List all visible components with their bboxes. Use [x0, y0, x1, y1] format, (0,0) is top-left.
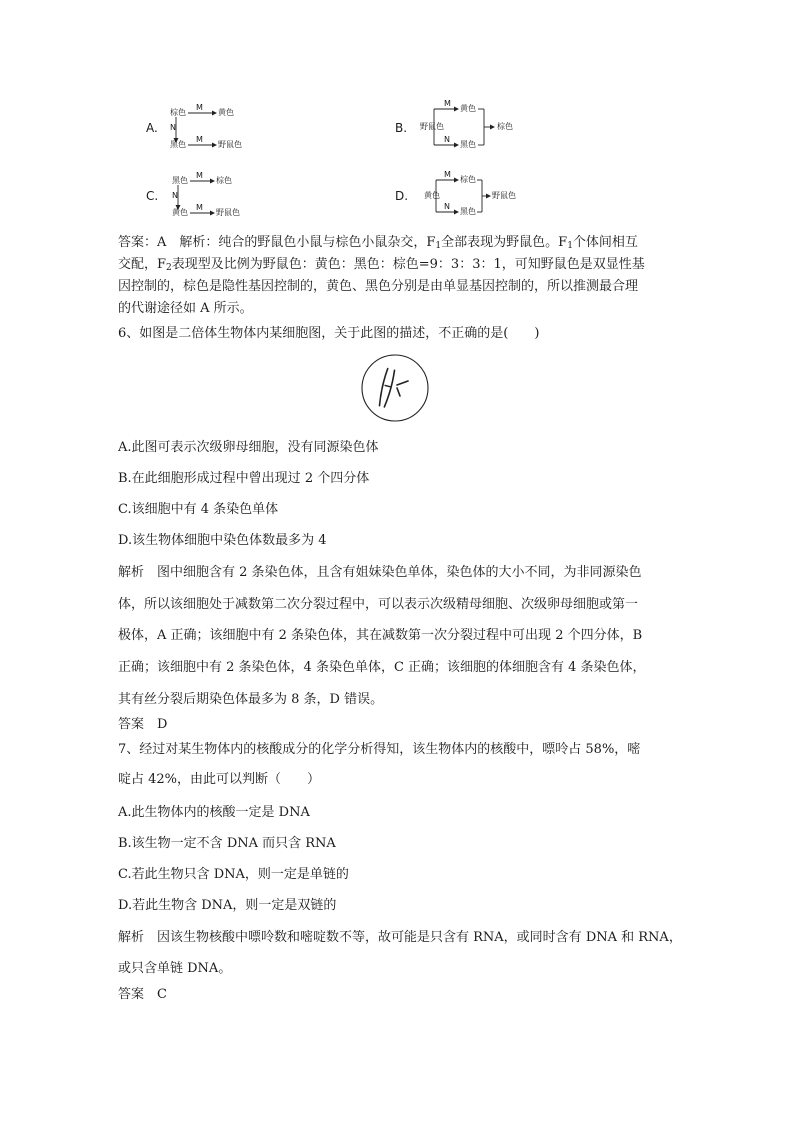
diagram-c-brown: 棕色 [216, 176, 232, 185]
diagram-c-wild: 野鼠色 [216, 208, 240, 217]
diagram-d-yellow: 黄色 [424, 191, 440, 200]
small-chromosome [397, 381, 408, 396]
diagram-b-yellow: 黄色 [460, 104, 476, 113]
diagram-c-gene-m-top: M [196, 171, 203, 180]
cell-diagram [360, 352, 432, 424]
subscript-1: 1 [435, 241, 442, 251]
option-d-letter: D. [395, 189, 409, 203]
q5-answer-line-1 [118, 236, 638, 251]
q5-answer-line-4: 的代谢途径如 A 所示。 [118, 301, 253, 316]
diagram-a-brown: 棕色 [170, 108, 186, 117]
diagram-d-gene-n: N [444, 202, 450, 211]
diagram-a-gene-m-bottom: M [196, 135, 203, 144]
q6-analysis-line-3: 极体，A 正确；该细胞中有 2 条染色体，其在减数第一次分裂过程中可出现 2 个四分体，B [118, 628, 643, 643]
q5-answer-line-3: 因控制的，棕色是隐性基因控制的，黄色、黑色分别是由单显基因控制的，所以推测最合理 [118, 279, 639, 294]
q5-answer-text-1a: 答案：A 解析：纯合的野鼠色小鼠与棕色小鼠杂交，F [118, 235, 436, 250]
diagram-b-gene-m: M [444, 99, 451, 108]
diagram-b-gene-n: N [444, 135, 450, 144]
q5-answer-text-1c: 个体间相互 [572, 235, 638, 250]
q7-analysis-line-2: 或只含单链 DNA。 [118, 961, 232, 976]
q7-option-c: C.若此生物只含 DNA，则一定是单链的 [118, 867, 349, 882]
q6-option-b: B.在此细胞形成过程中曾出现过 2 个四分体 [118, 471, 370, 486]
option-a-letter: A. [146, 121, 158, 135]
q6-option-d: D.该生物体细胞中染色体数最多为 4 [118, 533, 327, 548]
q5-answer-text-2b: 表现型及比例为野鼠色：黄色：黑色：棕色=9：3：3：1，可知野鼠色是双显性基 [171, 257, 645, 272]
diagram-b-brown: 棕色 [497, 122, 513, 131]
diagram-option-c [172, 172, 252, 218]
diagram-d-gene-m: M [444, 170, 451, 179]
diagram-a-wild: 野鼠色 [218, 140, 242, 149]
diagram-c-gene-n: N [172, 191, 178, 200]
q7-option-a: A.此生物体内的核酸一定是 DNA [118, 805, 310, 820]
diagram-c-yellow: 黄色 [172, 208, 188, 217]
q6-analysis-line-1: 解析 图中细胞含有 2 条染色体，且含有姐妹染色单体，染色体的大小不同，为非同源染色 [118, 565, 642, 580]
q5-answer-text-2a: 交配，F [118, 257, 167, 272]
q6-option-a: A.此图可表示次级卵母细胞，没有同源染色体 [118, 440, 379, 455]
diagram-b-black: 黑色 [460, 140, 476, 149]
option-c-letter: C. [146, 189, 159, 203]
diagram-d-wild: 野鼠色 [492, 191, 516, 200]
q6-option-c: C.该细胞中有 4 条染色单体 [118, 502, 279, 517]
large-chromosome [378, 368, 396, 407]
diagram-a-gene-m-top: M [196, 103, 203, 112]
q7-answer: 答案 C [118, 987, 167, 1002]
q6-analysis-line-5: 其有丝分裂后期染色体最多为 8 条，D 错误。 [118, 692, 384, 707]
q6-analysis-line-2: 体，所以该细胞处于减数第二次分裂过程中，可以表示次级精母细胞、次级卵母细胞或第一 [118, 597, 639, 612]
subscript-2: 2 [166, 263, 172, 273]
diagram-a-gene-n: N [170, 123, 176, 132]
q6-answer: 答案 D [118, 717, 168, 732]
diagram-c-gene-m-bottom: M [196, 203, 203, 212]
q6-analysis-line-4: 正确；该细胞中有 2 条染色体，4 条染色单体，C 正确；该细胞的体细胞含有 4 条染色体， [118, 660, 646, 675]
diagram-option-a [170, 104, 250, 150]
q7-option-d: D.若此生物含 DNA，则一定是双链的 [118, 898, 337, 913]
diagram-c-black: 黑色 [172, 176, 188, 185]
q7-analysis-line-1: 解析 因该生物核酸中嘌呤数和嘧啶数不等，故可能是只含有 RNA，或同时含有 DNA 和 RNA， [118, 930, 682, 945]
option-b-letter: B. [395, 121, 408, 135]
diagram-b-wild: 野鼠色 [420, 122, 444, 131]
q7-stem-line-2: 啶占 42%，由此可以判断（ ） [118, 772, 321, 787]
subscript-1b: 1 [567, 241, 573, 251]
q7-stem-line-1: 7、经过对某生物体内的核酸成分的化学分析得知，该生物体内的核酸中，嘌呤占 58%，嘧 [118, 742, 641, 757]
diagram-option-b [420, 99, 520, 151]
q5-answer-line-2 [118, 258, 645, 273]
diagram-a-yellow: 黄色 [218, 108, 234, 117]
diagram-d-brown: 棕色 [460, 175, 476, 184]
diagram-a-black: 黑色 [170, 140, 186, 149]
q5-answer-text-1b: 全部表现为野鼠色。F [441, 235, 568, 250]
diagram-option-d [424, 172, 524, 220]
q6-stem: 6、如图是二倍体生物体内某细胞图，关于此图的描述，不正确的是( ) [118, 326, 540, 341]
diagram-d-black: 黑色 [460, 207, 476, 216]
q7-option-b: B.该生物一定不含 DNA 而只含 RNA [118, 836, 336, 851]
